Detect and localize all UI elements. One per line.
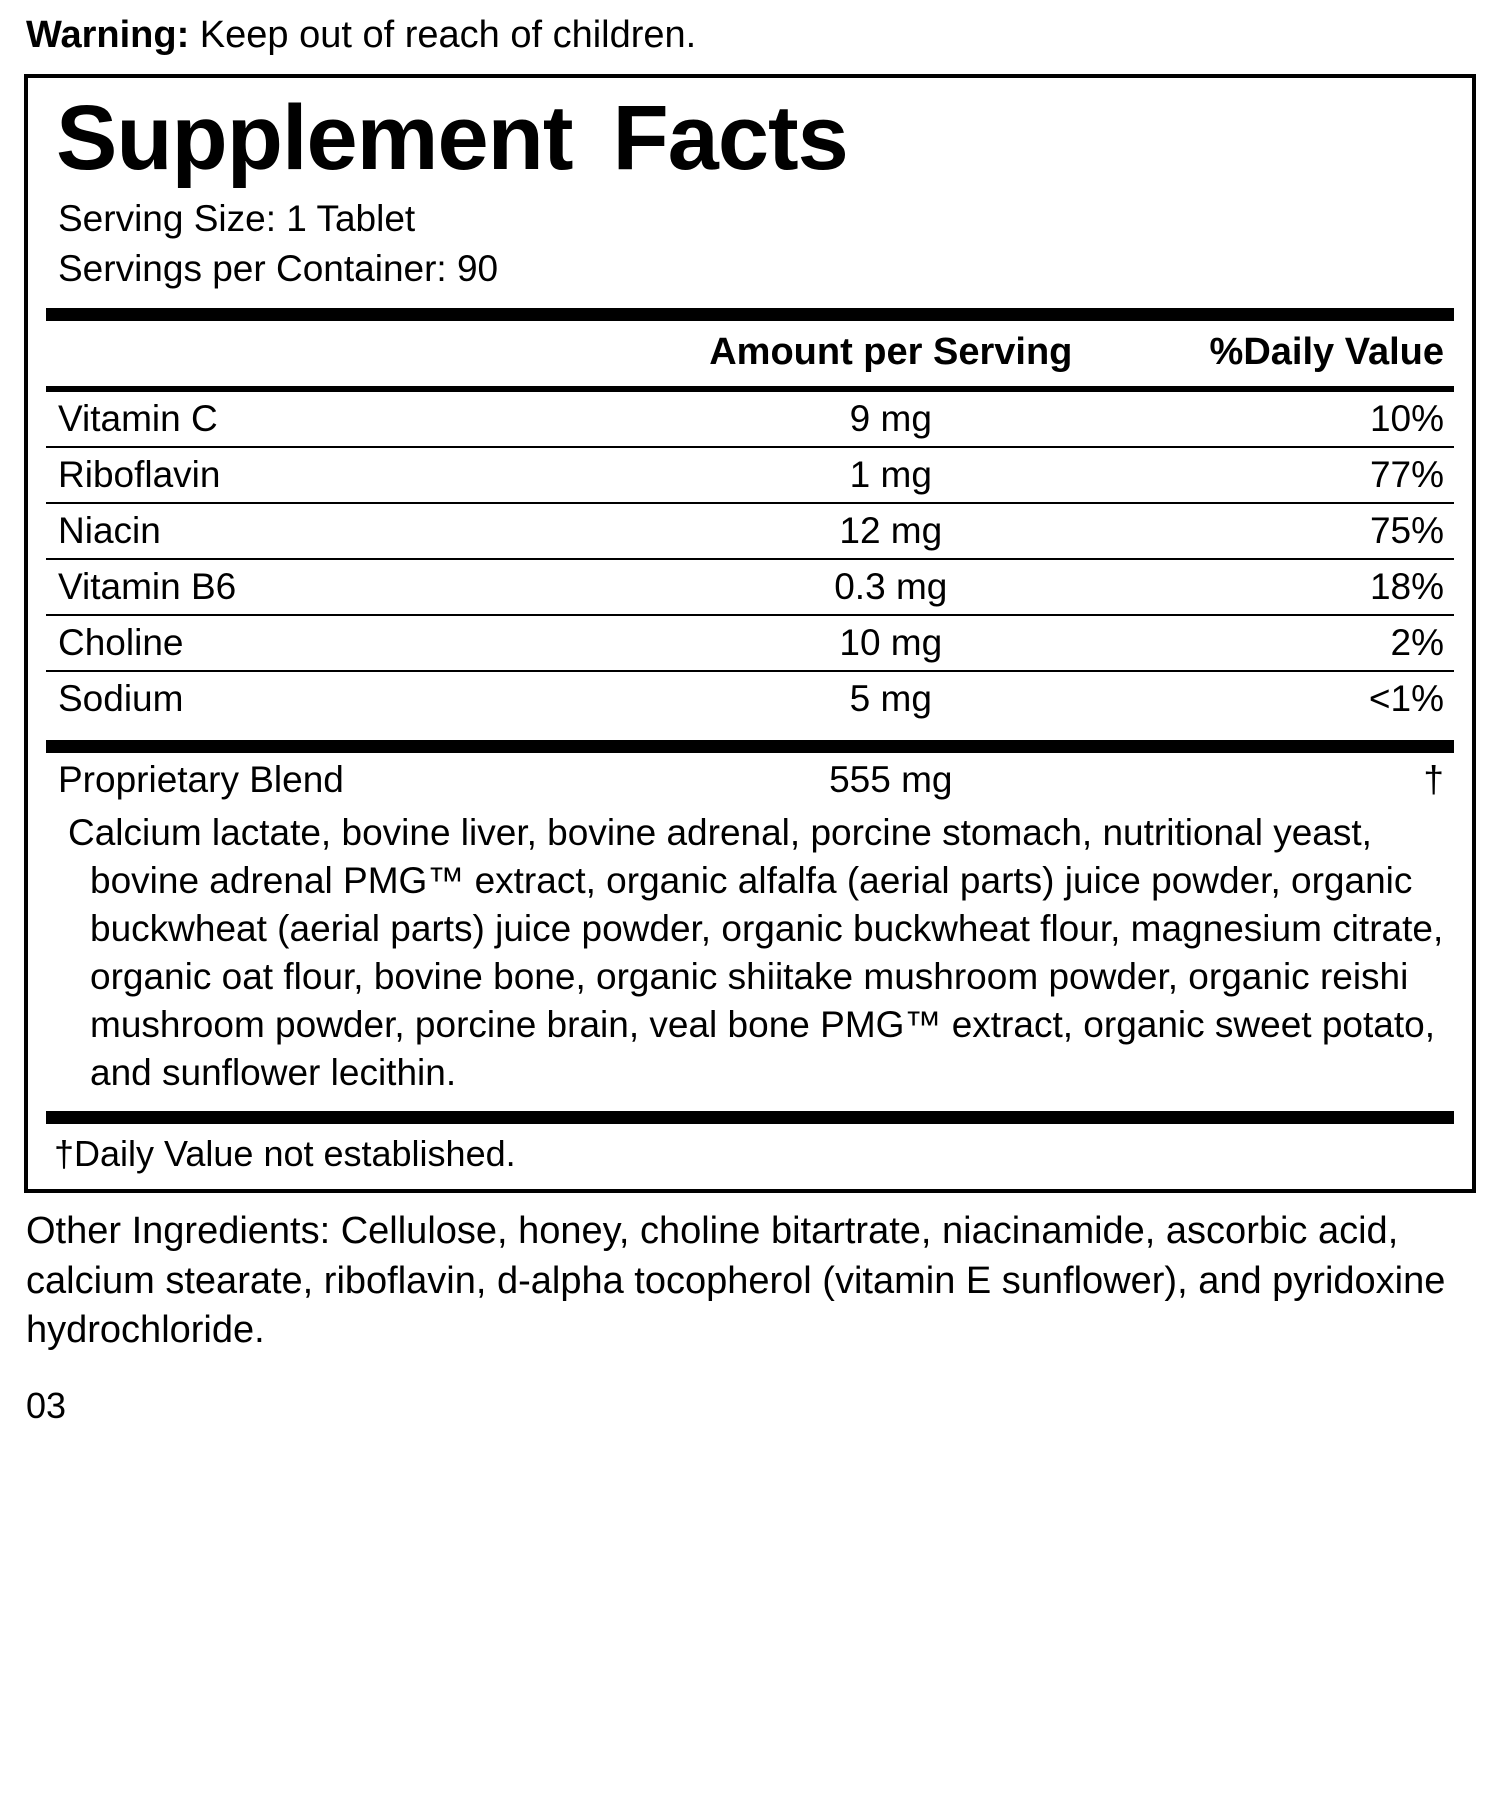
table-row [46, 559, 1454, 615]
table-row [46, 392, 1454, 447]
nutrition-table-head [46, 321, 1454, 386]
table-row [46, 753, 1454, 807]
table-header-row [46, 321, 1454, 386]
daily-value-footnote: †Daily Value not established. [54, 1133, 516, 1175]
panel-title-supplement: Supplement [56, 86, 573, 189]
blend-dv: † [1423, 758, 1444, 800]
revision-code: 03 [26, 1385, 67, 1427]
warning-text: Keep out of reach of children. [189, 14, 697, 56]
nutrient-amount: 10 mg [637, 615, 1144, 671]
blend-name: Proprietary Blend [58, 758, 344, 800]
supplement-facts-panel [24, 74, 1476, 1194]
serving-size: Serving Size: 1 Tablet [58, 197, 416, 239]
nutrient-name: Riboflavin [46, 447, 637, 503]
nutrient-amount: 5 mg [849, 677, 932, 719]
table-row [46, 503, 1454, 559]
header-amount-per-serving: Amount per Serving [709, 330, 1073, 373]
blend-amount: 555 mg [829, 758, 953, 800]
nutrient-amount: 12 mg [637, 503, 1144, 559]
warning-label: Warning: [26, 14, 190, 56]
rule-below-blend [46, 1111, 1454, 1124]
nutrient-name: Vitamin C [46, 392, 637, 447]
header-daily-value: %Daily Value [1209, 330, 1444, 373]
panel-title [56, 86, 1454, 189]
nutrient-name: Niacin [46, 503, 637, 559]
nutrient-rows [46, 392, 1454, 726]
nutrient-dv: 18% [1144, 559, 1454, 615]
rule-above-blend [46, 740, 1454, 753]
nutrient-name: Vitamin B6 [46, 559, 637, 615]
nutrient-dv: 77% [1144, 447, 1454, 503]
proprietary-blend-rows [46, 753, 1454, 807]
warning-line [26, 14, 1476, 58]
nutrient-dv: <1% [1368, 677, 1444, 719]
header-nutrient [46, 321, 637, 386]
nutrient-amount: 1 mg [637, 447, 1144, 503]
table-row [46, 671, 1454, 726]
nutrient-amount: 0.3 mg [637, 559, 1144, 615]
table-row [46, 447, 1454, 503]
panel-title-facts: Facts [612, 86, 848, 189]
nutrient-amount: 9 mg [637, 392, 1144, 447]
rule-top-thick [46, 308, 1454, 321]
nutrient-dv: 2% [1144, 615, 1454, 671]
nutrient-name: Sodium [58, 677, 184, 719]
nutrient-rows-table [46, 392, 1454, 726]
nutrient-name: Choline [46, 615, 637, 671]
servings-per-container: Servings per Container: 90 [58, 247, 499, 289]
nutrient-dv: 10% [1144, 392, 1454, 447]
proprietary-blend-table [46, 753, 1454, 807]
nutrient-dv: 75% [1144, 503, 1454, 559]
nutrition-table [46, 321, 1454, 386]
blend-ingredients: Calcium lactate, bovine liver, bovine adrenal, porcine stomach, nutritional yeast, bovine adrenal PMG™ extract, organic alfalfa (aerial parts) juice powder, organic buckwheat (aerial parts) juice powder, organic buckwheat flour, magnesium citrate, organic oat flour, bovine bone, organic shiitake mushroom powder, organic reishi mushroom powder, porcine brain, veal bone PMG™ extract, organic sweet potato, and sunflower lecithin. [68, 811, 1444, 1094]
other-ingredients: Other Ingredients: Cellulose, honey, choline bitartrate, niacinamide, ascorbic acid, calcium stearate, riboflavin, d-alpha tocopherol (vitamin E sunflower), and pyridoxine hydrochloride. [26, 1210, 1446, 1352]
table-row [46, 615, 1454, 671]
